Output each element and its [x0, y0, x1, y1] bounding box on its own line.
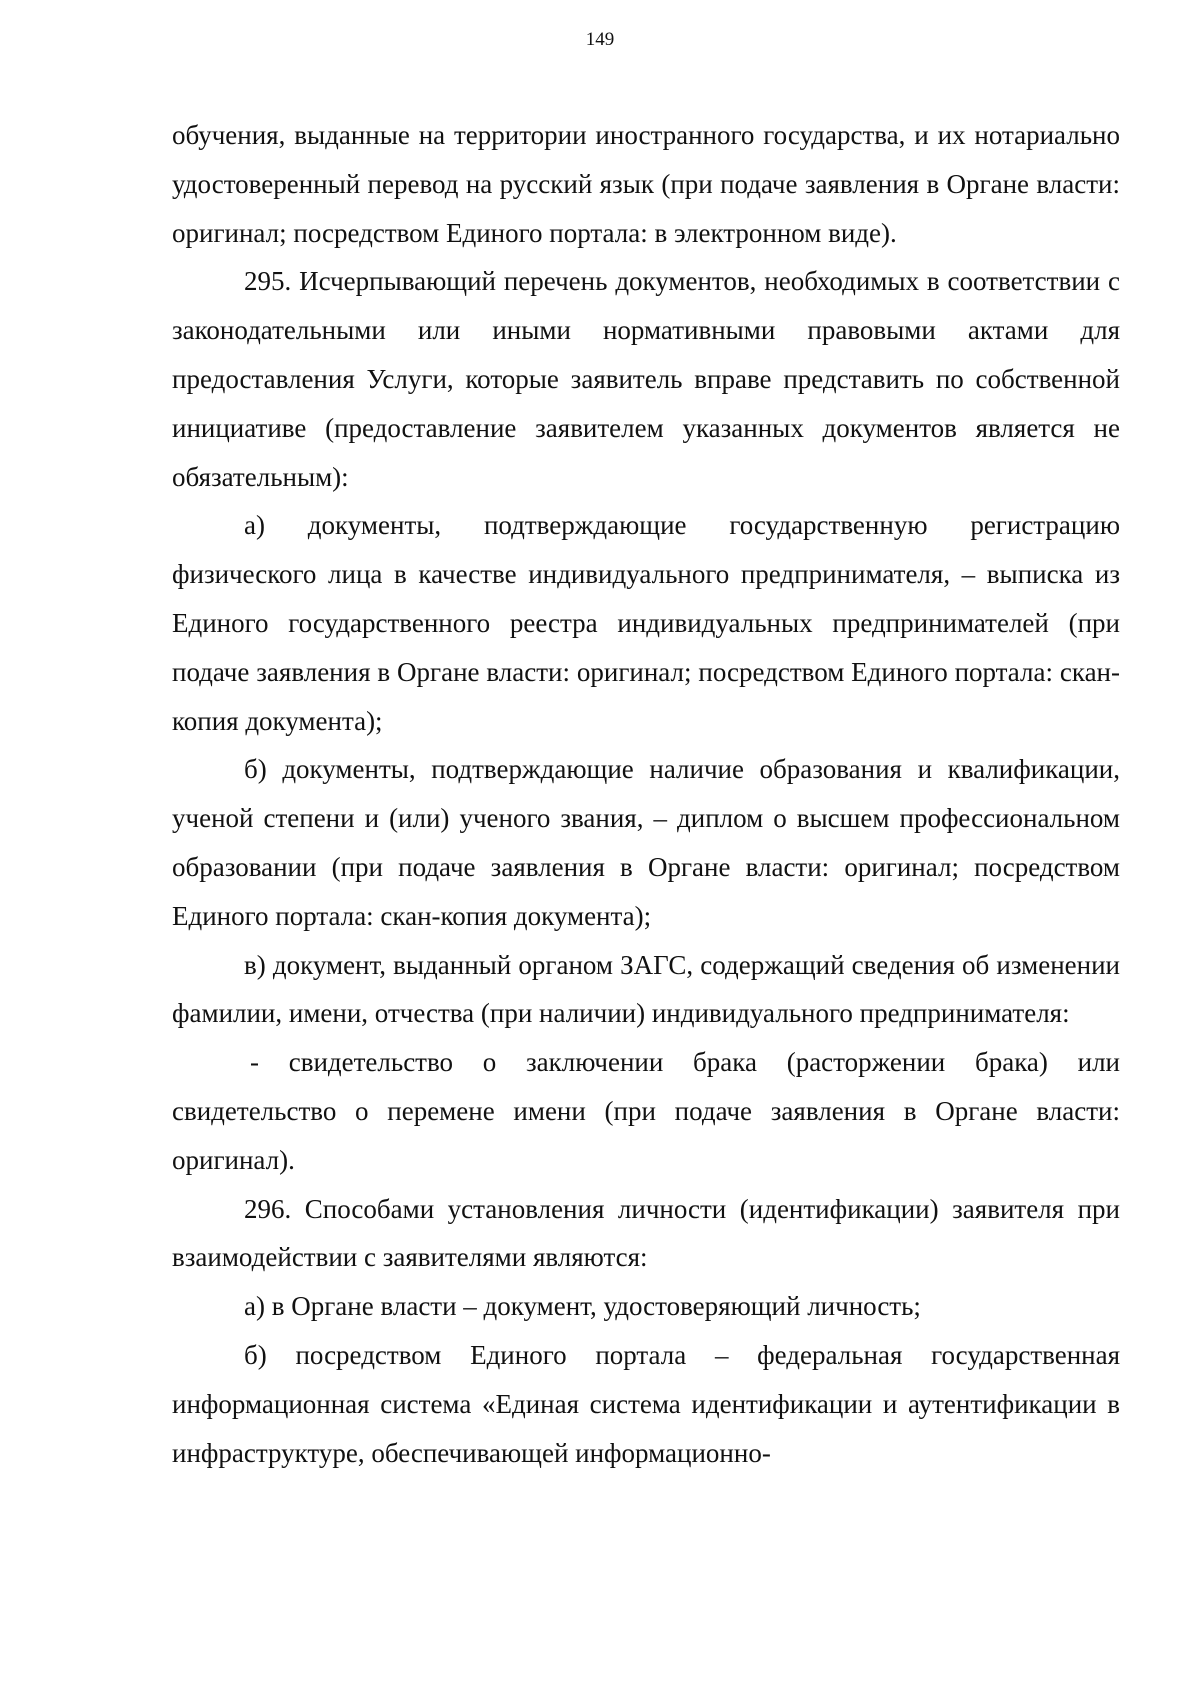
paragraph-295-v-dash: - свидетельство о заключении брака (расторжении брака) или свидетельство о перемене имени (при подаче заявления в Органе власти: оригинал).	[172, 1047, 1120, 1175]
paragraph-295-v: в) документ, выданный органом ЗАГС, содержащий сведения об изменении фамилии, имени, отчества (при наличии) индивидуального предпринимателя:	[172, 949, 1120, 1029]
paragraph-295: 295. Исчерпывающий перечень документов, необходимых в соответствии с законодательными или иными нормативными правовыми актами для предоставления Услуги, которые заявитель вправе представить по собственной инициативе (предоставление заявителем указанных документов является не обязательным):	[172, 266, 1120, 492]
document-body	[172, 111, 1120, 1477]
page-number: 149	[585, 29, 615, 50]
paragraph-295-a: а) документы, подтверждающие государственную регистрацию физического лица в качестве индивидуального предпринимателя, – выписка из Единого государственного реестра индивидуальных предпринимателей (при подаче заявления в Органе власти: оригинал; посредством Единого портала: скан-копия документа);	[172, 510, 1120, 736]
paragraph-296-a: а) в Органе власти – документ, удостоверяющий личность;	[244, 1291, 921, 1322]
paragraph-continuation: обучения, выданные на территории иностранного государства, и их нотариально удостоверенный перевод на русский язык (при подаче заявления в Органе власти: оригинал; посредством Единого портала: в электронном виде).	[172, 120, 1120, 248]
paragraph-296-b: б) посредством Единого портала – федеральная государственная информационная система «Единая система идентификации и аутентификации в инфраструктуре, обеспечивающей информационно-	[172, 1339, 1120, 1468]
paragraph-296: 296. Способами установления личности (идентификации) заявителя при взаимодействии с заявителями являются:	[172, 1193, 1120, 1273]
paragraph-295-b: б) документы, подтверждающие наличие образования и квалификации, ученой степени и (или) ученого звания, – диплом о высшем профессиональном образовании (при подаче заявления в Органе власти: оригинал; посредством Единого портала: скан-копия документа);	[172, 754, 1120, 931]
